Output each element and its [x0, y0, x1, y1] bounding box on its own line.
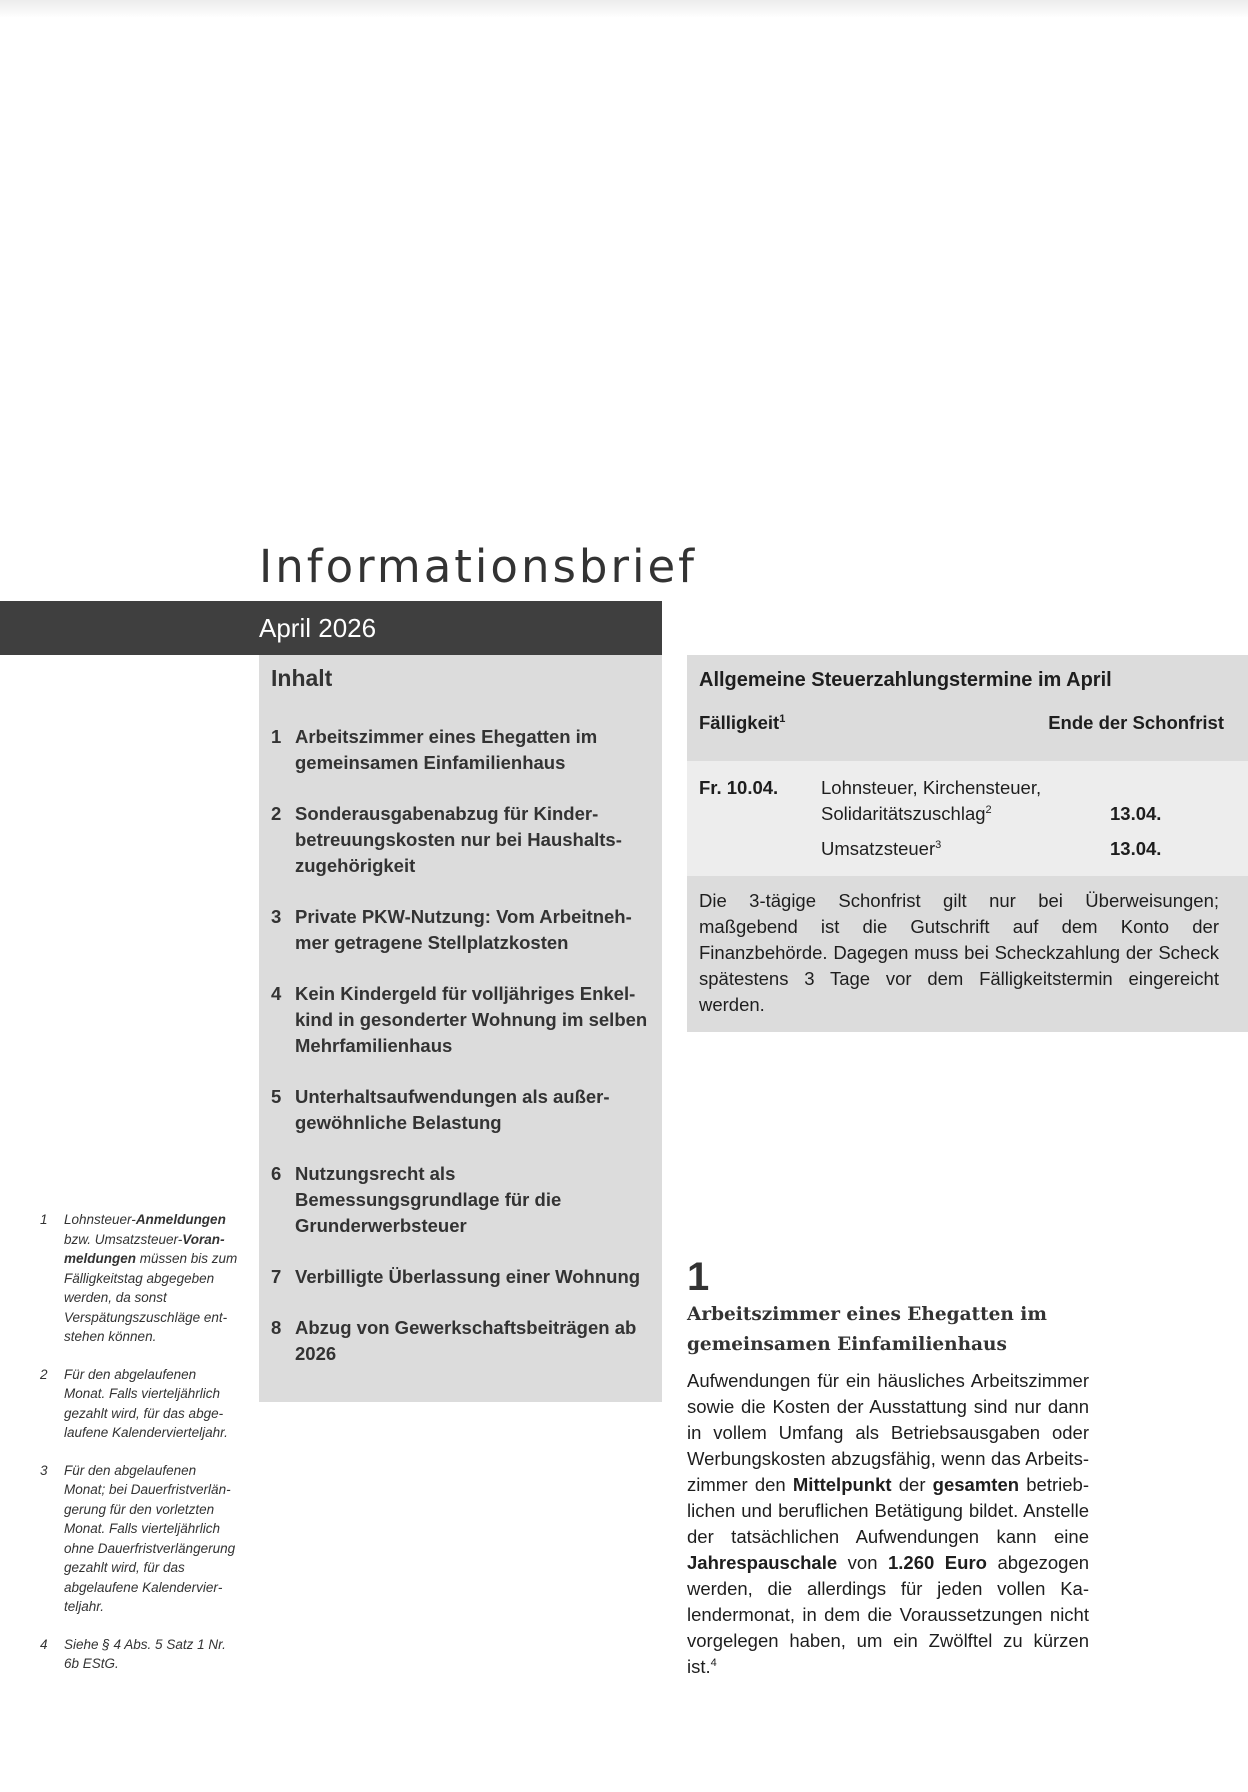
row1-end: 13.04. [1110, 803, 1162, 824]
row1-line2: Solidaritätszuschlag$^2$ [821, 803, 992, 824]
row1-line1: Lohnsteuer, Kirchensteuer, [821, 777, 1042, 798]
tax-dates-box [687, 655, 1248, 1032]
toc-item-number: 1 [271, 726, 282, 747]
toc-item[interactable] [271, 904, 652, 956]
toc-item-label: Unterhaltsaufwendungen als außergewöhnliche Belastung [295, 1086, 610, 1133]
toc-item-label: Arbeitszimmer eines Ehegatten im gemeinsamen Einfamilienhaus [295, 726, 598, 773]
toc-item-label: Sonderausgabenabzug für Kinderbetreuungskosten nur bei Haushaltszugehörigkeit [295, 803, 622, 876]
toc-item-number: 3 [271, 906, 282, 927]
toc-item[interactable] [271, 801, 652, 879]
tax-rows [687, 761, 1248, 876]
document-title: Informationsbrief [259, 540, 698, 593]
due-date: Fr. 10.04. [699, 777, 779, 798]
issue-date: April 2026 [259, 613, 377, 643]
toc-item-number: 6 [271, 1163, 282, 1184]
row2-label: Umsatzsteuer$^3$ [821, 838, 942, 859]
row2-end: 13.04. [1110, 838, 1162, 859]
toc-item[interactable] [271, 1161, 652, 1239]
col-end: Ende der Schonfrist [1048, 712, 1224, 733]
toc-item-label: Private PKW-Nutzung: Vom Arbeitnehmer getragene Stellplatzkosten [295, 906, 632, 953]
toc-item[interactable] [271, 724, 652, 776]
toc-item[interactable] [271, 1084, 652, 1136]
toc-heading: Inhalt [271, 665, 333, 691]
toc-item-label: Abzug von Gewerkschaftsbeiträgen ab 2026 [295, 1317, 637, 1364]
toc-item-number: 4 [271, 983, 282, 1004]
toc-item[interactable] [271, 1315, 652, 1367]
article-body: Aufwendungen für ein häusliches Arbeitszimmer sowie die Kosten der Ausstattung sind nur dann in vollem Umfang als Betriebsausgaben oder Werbungskosten abzugsfähig, wenn das Arbeitszimmer den Mittelpunkt der gesamten betrieblichen und beruflichen Betätigung bildet. Anstelle der tatsächlichen Aufwendungen kann eine Jahrespauschale von 1.260 Euro abgezogen werden, die allerdings für jeden vollen Kalendermonat, in dem die Voraussetzungen nicht vorgelegen haben, um ein Zwölftel zu kürzen ist.$^4$ [687, 1370, 1090, 1677]
footnote-2: 2 Für den abgelaufenen Monat. Falls vierteljährlich gezahlt wird, für das abgelaufene Kalendervierteljahr. [40, 1366, 228, 1440]
toc-item-label: Kein Kindergeld für volljähriges Enkelkind in gesonderter Wohnung im selben Mehrfamilienhaus [295, 983, 648, 1056]
toc-item[interactable] [271, 1264, 652, 1290]
footnotes [40, 1210, 240, 1692]
col-due: Fälligkeit$^1$ [699, 712, 786, 733]
article-title: Arbeitszimmer eines Ehegatten im gemeinsamen Einfamilienhaus [687, 1304, 1047, 1355]
table-of-contents [259, 655, 662, 1402]
tax-note: Die 3-tägige Schonfrist gilt nur bei Überweisungen; maßgebend ist die Gutschrift auf dem Konto der Finanzbehörde. Dagegen muss bei Scheckzahlung der Scheck spätestens 3 Tage vor dem Fälligkeitstermin eingereicht werden. [699, 890, 1219, 1015]
toc-item-label: Verbilligte Überlassung einer Wohnung [295, 1266, 641, 1287]
footnote-3: 3 Für den abgelaufenen Monat; bei Dauerfristverlängerung für den vorletzten Monat. Falls vierteljährlich ohne Dauerfristverlängerung gezahlt wird, für das abgelaufene Kalendervierteljahr. [40, 1462, 236, 1614]
toc-item[interactable] [271, 981, 652, 1059]
toc-item-number: 8 [271, 1317, 282, 1338]
issue-banner [0, 601, 662, 655]
article-1 [687, 1255, 1089, 1680]
tax-dates-title: Allgemeine Steuerzahlungstermine im April [699, 669, 1112, 691]
top-shadow [0, 0, 1248, 18]
toc-item-number: 7 [271, 1266, 282, 1287]
footnote-4: 4 Siehe § 4 Abs. 5 Satz 1 Nr. 6b EStG. [40, 1636, 226, 1671]
toc-item-number: 2 [271, 803, 282, 824]
article-number: 1 [687, 1255, 710, 1299]
toc-item-number: 5 [271, 1086, 282, 1107]
footnote-1: 1 Lohnsteuer-Anmeldungen bzw. Umsatzsteuer-Voranmeldungen müssen bis zum Fälligkeitstag abgegeben werden, da sonst Verspätungszuschläge entstehen können. [40, 1212, 238, 1344]
toc-item-label: Nutzungsrecht als Bemessungsgrundlage für die Grunderwerbsteuer [295, 1163, 562, 1236]
